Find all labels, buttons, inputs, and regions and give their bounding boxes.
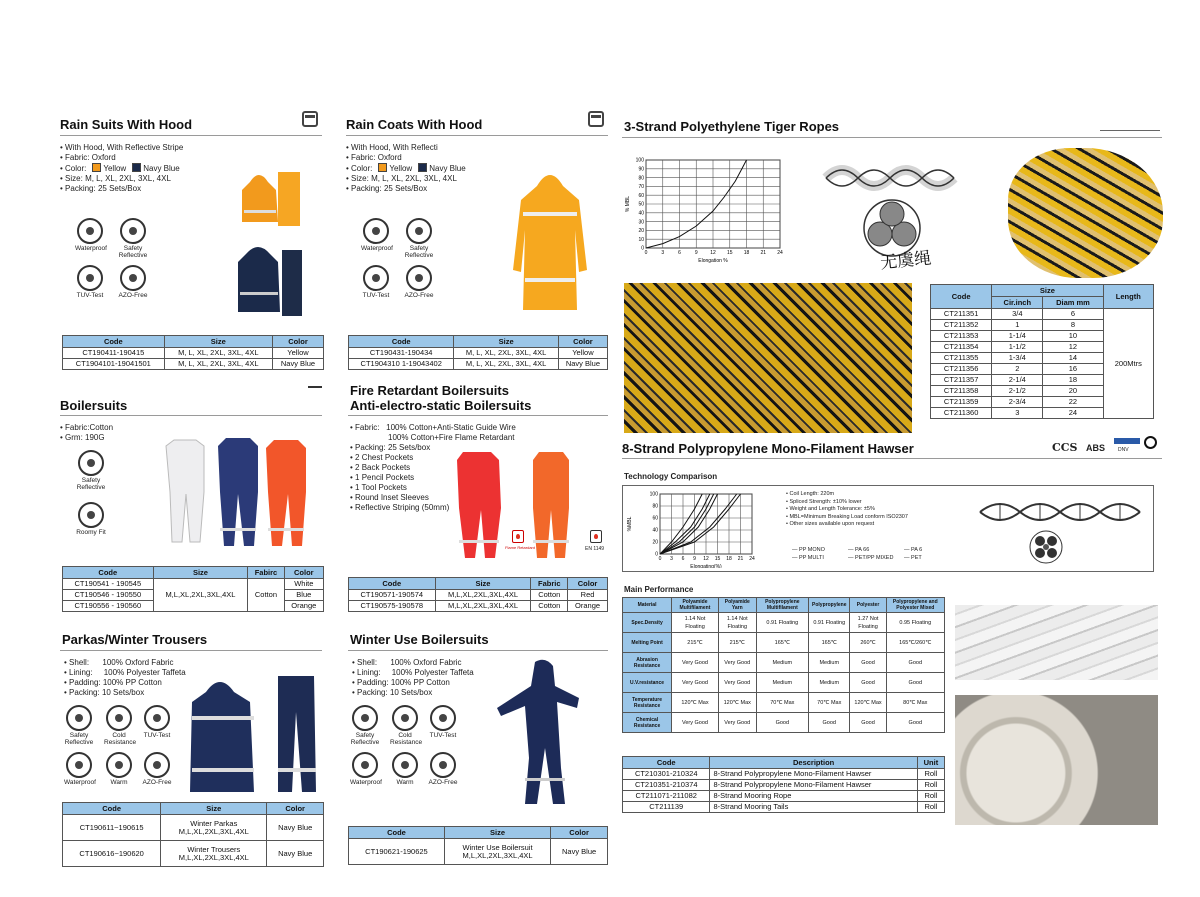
y-tick-label: 100: [635, 157, 644, 164]
x-tick-label: 6: [678, 250, 681, 256]
store-icon: [302, 111, 318, 127]
tiger-rope-pile-photo: [624, 283, 912, 433]
table-row: CT211352 1 8: [931, 320, 1154, 331]
rain-coats-title: Rain Coats With Hood: [346, 117, 483, 132]
table-row: CT211357 2-1/4 18: [931, 375, 1154, 386]
tuv-test-icon: TUV-Test: [428, 705, 458, 739]
table-row: Spec.Density 1.14 Not Floating 1.14 Not Floating 0.91 Floating 0.91 Floating 1.27 Not Floating 0.95 Floating: [623, 613, 945, 633]
y-tick-label: 60: [638, 192, 644, 199]
hawser-coils-photo: [955, 695, 1158, 825]
hawser-elongation-chart: [626, 488, 758, 568]
parkas-photo: [188, 672, 324, 797]
y-tick-label: 80: [652, 503, 658, 510]
rain-coats-specs: • With Hood, With Reflecti • Fabric: Oxford • Color: Yellow Navy Blue • Size: M, L, XL, 2XL, 3XL, 4XL • Packing: 25 Sets/Box: [346, 143, 466, 193]
y-tick-label: 0: [655, 551, 658, 558]
table-row: CT211355 1-3/4 14: [931, 353, 1154, 364]
y-tick-label: 30: [638, 219, 644, 226]
winter-boilersuits-title: Winter Use Boilersuits: [350, 632, 489, 647]
flame-retardant-cert-icon: [512, 530, 524, 543]
safety-reflective-icon: Safety Reflective: [118, 218, 148, 259]
parkas-table: Code Size Color CT190611~190615 Winter Parkas M,L,XL,2XL,3XL,4XL Navy Blue CT190616~190620 Winter Trousers M,L,XL,2XL,3XL,4XL Navy Blue: [62, 802, 324, 867]
en1149-cert-icon: [590, 530, 602, 543]
rain-suit-photo: [232, 162, 312, 322]
parkas-specs: • Shell: 100% Oxford Fabric • Lining: 100% Polyester Taffeta • Padding: 100% PP Cotton • Packing: 10 Sets/box: [64, 658, 186, 697]
tuv-test-icon: TUV-Test: [142, 705, 172, 739]
rain-suits-title: Rain Suits With Hood: [60, 117, 193, 132]
table-row: CT211071-211082 8-Strand Mooring Rope Roll: [623, 791, 945, 802]
table-row: CT210301-210324 8-Strand Polypropylene Mono-Filament Hawser Roll: [623, 769, 945, 780]
yellow-swatch: [92, 163, 101, 172]
tiger-ropes-table: Code Size Length Cir.inch Diam mm CT211351 3/4 6 200Mtrs CT211352 1 8 CT211353 1-1/4 10 CT211354 1-1/2 12 CT211355 1-3/4 14 CT211356 2 16 CT211357 2-1/4 18 CT211358 2-1/2 20 CT211359 2-3/4 22 CT211360 3 24: [930, 284, 1154, 419]
tiger-rope-elongation-chart: [624, 150, 794, 275]
x-tick-label: 21: [737, 556, 744, 562]
navy-swatch: [132, 163, 141, 172]
x-tick-label: 21: [760, 250, 767, 256]
x-tick-label: 15: [714, 556, 721, 562]
rain-suits-table: Code Size Color CT190411-190415 M, L, XL, 2XL, 3XL, 4XL Yellow CT1904101-19041501 M, L, XL, 2XL, 3XL, 4XL Navy Blue: [62, 335, 324, 370]
hawser-table: Code Description Unit CT210301-210324 8-Strand Polypropylene Mono-Filament Hawser Roll CT210351-210374 8-Strand Polypropylene Mono-Filament Hawser Roll CT211071-211082 8-Strand Mooring Rope Roll CT211139 8-Strand Mooring Tails Roll: [622, 756, 945, 813]
safety-reflective-icon: Safety Reflective: [404, 218, 434, 259]
x-tick-label: 3: [661, 250, 665, 256]
x-tick-label: 6: [681, 556, 685, 562]
safety-reflective-icon: Safety Reflective: [64, 705, 94, 746]
fire-retardant-table: Code Size Fabric Color CT190571-190574 M,L,XL,2XL,3XL,4XL Cotton Red CT190575-190578 M,L,XL,2XL,3XL,4XL Cotton Orange: [348, 577, 608, 612]
performance-table: Material Polyamide Multifilament Polyamide Yarn Polypropylene Multifilament Polypropylene Polyester Polypropylene and Polyester Mixed Spec.Density 1.14 Not Floating 1.14 Not Floating 0.91 Floating 0.91 Floating 1.27 Not Floating 0.95 Floating Melting Point 215℃ 215℃ 165℃ 165℃ 260℃ 165℃/260℃ Abrasion Resistance Very Good Very Good Medium Medium Good Good U.V.resistance Very Good Very Good Medium Medium Good Good Temperature Resistance 120℃ Max 120℃ Max 70℃ Max 70℃ Max 120℃ Max 80℃ Max Chemical Resistance Very Good Very Good Good Good Good Good: [622, 597, 945, 733]
table-row: Abrasion Resistance Very Good Very Good Medium Medium Good Good: [623, 653, 945, 673]
y-tick-label: 10: [638, 236, 644, 243]
tuv-test-icon: TUV-Test: [75, 265, 105, 299]
y-tick-label: 40: [638, 210, 644, 217]
table-row: U.V.resistance Very Good Very Good Medium Medium Good Good: [623, 673, 945, 693]
safety-reflective-icon: Safety Reflective: [76, 450, 106, 491]
hawser-cross-section: [976, 492, 1154, 568]
table-row: CT211353 1-1/4 10: [931, 331, 1154, 342]
rain-suits-specs: • With Hood, With Reflective Stripe • Fabric: Oxford • Color: Yellow Navy Blue • Size: M, L, XL, 2XL, 3XL, 4XL • Packing: 25 Sets/Box: [60, 143, 184, 193]
winter-boilersuits-specs: • Shell: 100% Oxford Fabric • Lining: 100% Polyester Taffeta • Padding: 100% PP Cotton • Packing: 10 Sets/box: [352, 658, 474, 697]
ccs-logo: CCS: [1052, 441, 1078, 454]
parkas-title: Parkas/Winter Trousers: [62, 632, 208, 647]
y-tick-label: 100: [649, 491, 658, 498]
x-tick-label: 0: [658, 556, 662, 562]
hawser-legend: — PP MONO — PA 66 — PA 6 — PP MULTI — PET/PP MIXED — PET: [792, 547, 923, 561]
waterproof-icon: Waterproof: [361, 218, 391, 252]
handwritten-mark: 无虞绳: [879, 248, 933, 274]
table-row: CT211139 8-Strand Mooring Tails Roll: [623, 802, 945, 813]
x-tick-label: 12: [703, 556, 709, 562]
table-row: CT210351-210374 8-Strand Polypropylene Mono-Filament Hawser Roll: [623, 780, 945, 791]
waterproof-icon: Waterproof: [75, 218, 105, 252]
table-row: Melting Point 215℃ 215℃ 165℃ 165℃ 260℃ 165℃/260℃: [623, 633, 945, 653]
warm-icon: Warm: [104, 752, 134, 786]
tiger-ropes-title: 3-Strand Polyethylene Tiger Ropes: [624, 119, 840, 134]
main-performance-label: Main Performance: [624, 585, 694, 594]
dnv-logo: [1114, 438, 1140, 444]
azo-free-icon: AZO-Free: [142, 752, 172, 786]
x-tick-label: 9: [693, 556, 696, 562]
table-row: CT211360 3 24: [931, 408, 1154, 419]
winter-boilersuits-table: Code Size Color CT190621-190625 Winter Use Boilersuit M,L,XL,2XL,3XL,4XL Navy Blue: [348, 826, 608, 865]
hawser-title: 8-Strand Polypropylene Mono-Filament Hawser: [622, 441, 914, 456]
tuv-test-icon: TUV-Test: [361, 265, 391, 299]
rain-coats-table: Code Size Color CT190431-190434 M, L, XL, 2XL, 3XL, 4XL Yellow CT1904310 1-19043402 M, L, XL, 2XL, 3XL, 4XL Navy Blue: [348, 335, 608, 370]
x-axis-label: Elongating(%): [690, 564, 722, 568]
x-tick-label: 18: [726, 556, 732, 562]
cold-resistance-icon: Cold Resistance: [104, 705, 134, 746]
table-row: CT211359 2-3/4 22: [931, 397, 1154, 408]
x-tick-label: 0: [644, 250, 648, 256]
table-row: CT211358 2-1/2 20: [931, 386, 1154, 397]
roomy-fit-icon: Roomy Fit: [76, 502, 106, 536]
boilersuits-specs: • Fabric:Cotton • Grm: 190G: [60, 423, 114, 442]
abs-logo: ABS: [1086, 443, 1106, 453]
tiger-rope-coil-photo: [1008, 148, 1163, 278]
anti-static-title: Anti-electro-static Boilersuits: [350, 398, 532, 413]
waterproof-icon: Waterproof: [350, 752, 380, 786]
safety-reflective-icon: Safety Reflective: [350, 705, 380, 746]
y-tick-label: 40: [652, 527, 658, 534]
cold-resistance-icon: Cold Resistance: [390, 705, 420, 746]
lr-logo: [1144, 436, 1157, 449]
y-axis-label: % MBL: [625, 195, 631, 213]
boilersuits-photo: [162, 432, 322, 552]
y-tick-label: 0: [641, 245, 644, 252]
boilersuits-table: Code Size Fabirc Color CT190541 - 190545 M,L,XL,2XL,3XL,4XL Cotton White CT190546 - 190550 Blue CT190556 - 190560 Orange: [62, 566, 324, 612]
x-tick-label: 12: [710, 250, 716, 256]
table-row: Temperature Resistance 120℃ Max 120℃ Max 70℃ Max 70℃ Max 120℃ Max 80℃ Max: [623, 693, 945, 713]
y-tick-label: 20: [638, 228, 644, 235]
waterproof-icon: Waterproof: [64, 752, 94, 786]
y-tick-label: 20: [652, 539, 658, 546]
y-tick-label: 80: [638, 175, 644, 182]
x-tick-label: 3: [670, 556, 673, 562]
x-tick-label: 24: [777, 250, 783, 256]
table-row: Chemical Resistance Very Good Very Good Good Good Good Good: [623, 713, 945, 733]
y-tick-label: 90: [638, 166, 644, 173]
azo-free-icon: AZO-Free: [118, 265, 148, 299]
x-tick-label: 24: [749, 556, 755, 562]
table-row: CT211356 2 16: [931, 364, 1154, 375]
boilersuits-title: Boilersuits: [60, 398, 128, 413]
winter-boilersuit-photo: [495, 658, 585, 808]
x-tick-label: 9: [694, 250, 698, 256]
tech-comparison-label: Technology Comparison: [624, 472, 718, 481]
rain-coat-photo: [505, 160, 595, 325]
store-icon: [588, 111, 604, 127]
warm-icon: Warm: [390, 752, 420, 786]
hawser-notes: • Coil Length: 220m • Spliced Strength: ±10% lower • Weight and Length Tolerance: ±5% • MBL=Minimum Breaking Load conform ISO2307 • Other sizes available upon request: [786, 491, 908, 527]
y-tick-label: 70: [638, 184, 644, 191]
fire-retardant-photo: [455, 446, 575, 561]
white-hawser-photo: [955, 605, 1158, 680]
x-axis-label: Elongation %: [698, 258, 728, 264]
y-tick-label: 60: [652, 515, 658, 522]
fire-retardant-title: Fire Retardant Boilersuits: [350, 383, 509, 398]
x-tick-label: 15: [726, 250, 733, 256]
x-tick-label: 18: [743, 250, 750, 256]
table-row: CT211354 1-1/2 12: [931, 342, 1154, 353]
azo-free-icon: AZO-Free: [404, 265, 434, 299]
azo-free-icon: AZO-Free: [428, 752, 458, 786]
y-tick-label: 50: [638, 201, 644, 208]
table-row: CT211351 3/4 6 200Mtrs: [931, 309, 1154, 320]
y-axis-label: %MBL: [627, 516, 633, 532]
fire-retardant-specs: • Fabric: 100% Cotton+Anti-Static Guide Wire 100% Cotton+Fire Flame Retardant • Packing: 25 Sets/box • 2 Chest Pockets • 2 Back Pockets • 1 Pencil Pockets • 1 Tool Pockets • Round Inset Sleeves • Reflective Striping (50mm): [350, 423, 516, 512]
